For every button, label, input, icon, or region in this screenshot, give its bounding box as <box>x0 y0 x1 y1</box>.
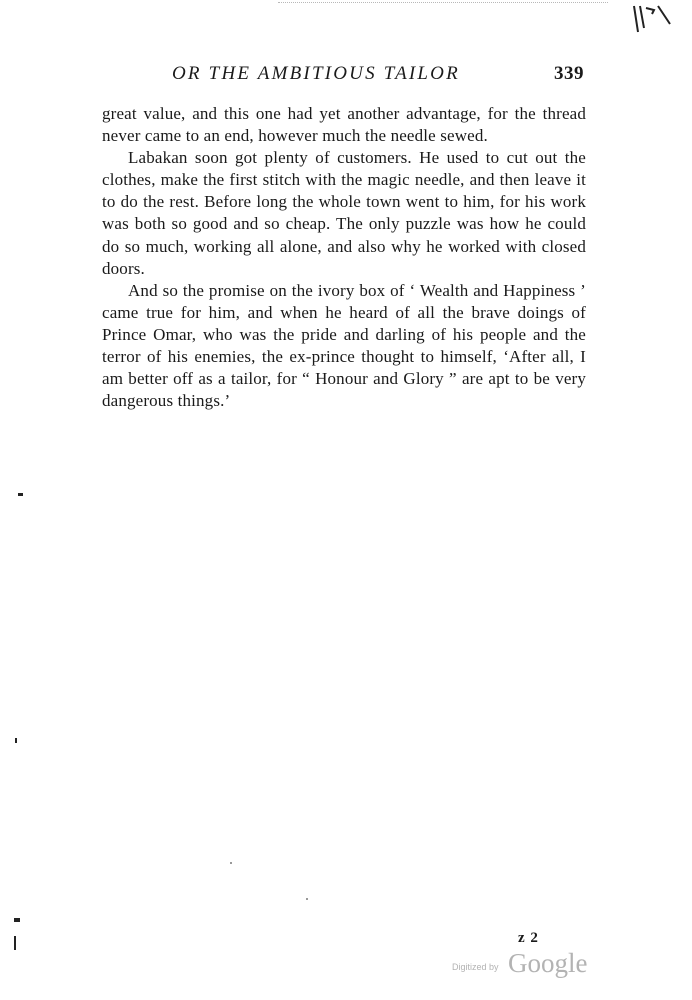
margin-mark <box>18 493 23 496</box>
page-number: 339 <box>554 63 584 84</box>
scan-corner-marks <box>630 4 680 34</box>
margin-mark <box>14 936 16 950</box>
running-title: OR THE AMBITIOUS TAILOR <box>172 63 460 84</box>
watermark-prefix: Digitized by <box>452 962 499 972</box>
margin-mark <box>14 918 20 922</box>
paragraph: And so the promise on the ivory box of ‘ Wealth and Happiness ’ came true for him, and when he heard of all the brave doings of Prince Omar, who was the pride and darling of his people and the terror of his enemies, the ex-prince thought to himself, ‘After all, I am better off as a tailor, for “ Honour and Glory ” are apt to be very dangerous things.’ <box>102 280 586 411</box>
running-head <box>100 63 586 87</box>
margin-mark <box>306 898 308 900</box>
margin-mark <box>230 862 232 864</box>
body-text <box>102 103 586 412</box>
digitized-watermark <box>452 950 592 980</box>
signature-mark: z 2 <box>518 930 539 946</box>
margin-mark <box>15 738 17 743</box>
watermark-brand: Google <box>508 948 588 978</box>
paragraph-continued: great value, and this one had yet another advantage, for the thread never came to an end, however much the needle sewed. <box>102 104 586 146</box>
paragraph: Labakan soon got plenty of customers. He used to cut out the clothes, make the first stitch with the magic needle, and then leave it to do the rest. Before long the whole town went to him, for his work was both so good and so cheap. The only puzzle was how he could do so much, working all alone, and also why he worked with closed doors. <box>102 148 586 278</box>
scan-edge-line <box>278 2 608 3</box>
